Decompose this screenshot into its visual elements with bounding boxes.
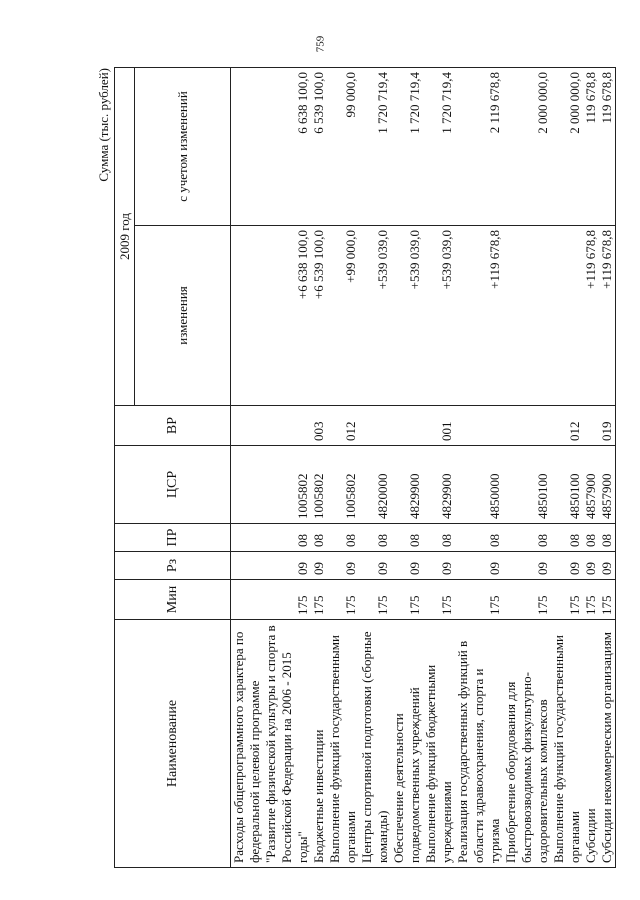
row-pr: 08 (423, 524, 455, 552)
row-min: 175 (231, 580, 312, 620)
row-vr (391, 406, 423, 446)
table-row (231, 68, 312, 868)
row-min: 175 (599, 580, 616, 620)
row-pr: 08 (599, 524, 616, 552)
row-vr (455, 406, 503, 446)
units-label: Сумма (тыс. рублей) (96, 68, 111, 182)
row-name: Выполнение функций государственными органами (551, 620, 583, 868)
header-min: Мин (115, 580, 231, 620)
row-pr: 08 (583, 524, 599, 552)
row-change: +119 678,8 (599, 226, 616, 406)
header-with-changes: с учетом изменений (135, 68, 231, 226)
table-row (311, 68, 327, 868)
row-rz: 09 (327, 552, 359, 580)
row-csr: 4857900 (599, 446, 616, 524)
row-rz: 09 (391, 552, 423, 580)
row-name: Субсидии (583, 620, 599, 868)
row-name: Центры спортивной подготовки (сборные команды) (359, 620, 391, 868)
row-name: Выполнение функций бюджетными учреждениями (423, 620, 455, 868)
row-change (551, 226, 583, 406)
row-csr: 4850100 (503, 446, 551, 524)
table-row (583, 68, 599, 868)
row-min: 175 (311, 580, 327, 620)
row-change: +539 039,0 (359, 226, 391, 406)
row-min: 175 (551, 580, 583, 620)
table-row (327, 68, 359, 868)
row-vr: 001 (423, 406, 455, 446)
row-rz: 09 (311, 552, 327, 580)
row-change: +6 638 100,0 (231, 226, 312, 406)
row-min: 175 (503, 580, 551, 620)
header-vr: ВР (115, 406, 231, 446)
budget-table (114, 67, 616, 868)
row-csr: 4820000 (359, 446, 391, 524)
row-vr (503, 406, 551, 446)
row-vr (359, 406, 391, 446)
row-pr: 08 (311, 524, 327, 552)
row-total: 6 638 100,0 (231, 68, 312, 226)
row-change: +119 678,8 (455, 226, 503, 406)
row-rz: 09 (423, 552, 455, 580)
row-csr: 4850000 (455, 446, 503, 524)
header-pr: ПР (115, 524, 231, 552)
row-total: 1 720 719,4 (423, 68, 455, 226)
row-vr: 012 (327, 406, 359, 446)
row-vr: 003 (311, 406, 327, 446)
row-min: 175 (583, 580, 599, 620)
row-csr: 1005802 (231, 446, 312, 524)
row-change: +539 039,0 (391, 226, 423, 406)
row-vr: 012 (551, 406, 583, 446)
row-pr: 08 (391, 524, 423, 552)
table-row (391, 68, 423, 868)
header-year: 2009 год (115, 68, 135, 406)
rotated-page-content (96, 68, 614, 868)
row-total: 6 539 100,0 (311, 68, 327, 226)
row-change: +119 678,8 (583, 226, 599, 406)
row-pr: 08 (231, 524, 312, 552)
row-total: 2 000 000,0 (503, 68, 551, 226)
row-pr: 08 (551, 524, 583, 552)
row-rz: 09 (583, 552, 599, 580)
row-change: +99 000,0 (327, 226, 359, 406)
row-pr: 08 (455, 524, 503, 552)
page-number: 759 (314, 35, 327, 53)
row-csr: 4829900 (423, 446, 455, 524)
row-change: +6 539 100,0 (311, 226, 327, 406)
row-change: +539 039,0 (423, 226, 455, 406)
row-pr: 08 (327, 524, 359, 552)
row-csr: 1005802 (311, 446, 327, 524)
row-rz: 09 (231, 552, 312, 580)
header-rz: Рз (115, 552, 231, 580)
row-csr: 4829900 (391, 446, 423, 524)
row-csr: 4850100 (551, 446, 583, 524)
table-row (551, 68, 583, 868)
row-change (503, 226, 551, 406)
row-rz: 09 (359, 552, 391, 580)
table-row (599, 68, 616, 868)
row-vr: 019 (599, 406, 616, 446)
row-csr: 1005802 (327, 446, 359, 524)
row-min: 175 (327, 580, 359, 620)
row-name: Бюджетные инвестиции (311, 620, 327, 868)
row-csr: 4857900 (583, 446, 599, 524)
row-rz: 09 (551, 552, 583, 580)
header-changes: изменения (135, 226, 231, 406)
table-row (455, 68, 503, 868)
row-min: 175 (359, 580, 391, 620)
row-name: Обеспечение деятельности подведомственных учреждений (391, 620, 423, 868)
row-vr (231, 406, 312, 446)
row-name: Приобретение оборудования для быстровозводимых физкультурно-оздоровительных комплексов (503, 620, 551, 868)
row-rz: 09 (503, 552, 551, 580)
table-body (231, 68, 616, 868)
row-total: 1 720 719,4 (359, 68, 391, 226)
row-name: Расходы общепрограммного характера по федеральной целевой программе "Развитие физической культуры и спорта в Российской Федерации на 2006 - 2015 годы" (231, 620, 312, 868)
row-total: 2 119 678,8 (455, 68, 503, 226)
row-vr (583, 406, 599, 446)
row-pr: 08 (359, 524, 391, 552)
row-min: 175 (391, 580, 423, 620)
table-row (423, 68, 455, 868)
row-min: 175 (423, 580, 455, 620)
row-name: Реализация государственных функций в области здравоохранения, спорта и туризма (455, 620, 503, 868)
row-name: Субсидии некоммерческим организациям (599, 620, 616, 868)
table-row (503, 68, 551, 868)
header-csr: ЦСР (115, 446, 231, 524)
row-total: 99 000,0 (327, 68, 359, 226)
row-name: Выполнение функций государственными органами (327, 620, 359, 868)
row-min: 175 (455, 580, 503, 620)
table-row (359, 68, 391, 868)
row-rz: 09 (599, 552, 616, 580)
row-total: 1 720 719,4 (391, 68, 423, 226)
row-pr: 08 (503, 524, 551, 552)
row-rz: 09 (455, 552, 503, 580)
header-name: Наименование (115, 620, 231, 868)
row-total: 2 000 000,0 (551, 68, 583, 226)
row-total: 119 678,8 (583, 68, 599, 226)
row-total: 119 678,8 (599, 68, 616, 226)
